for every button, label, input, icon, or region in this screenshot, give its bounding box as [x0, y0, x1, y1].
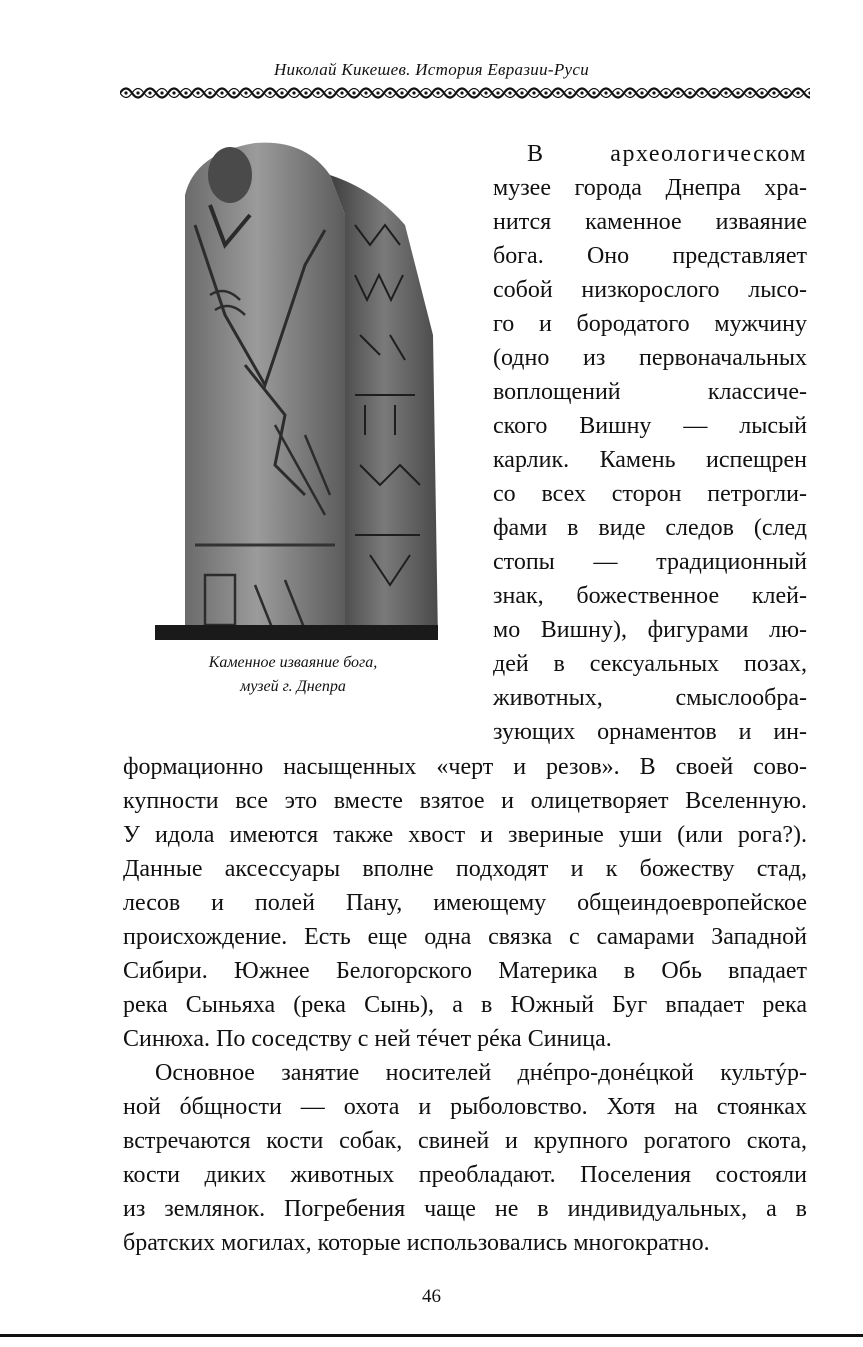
text-line: из землянок. Погребения чаще не в индивидуальных, а в — [123, 1196, 807, 1222]
text-line: знак, божественное клей- — [493, 583, 807, 609]
text-line: Сибири. Южнее Белогорского Материка в Обь впадает — [123, 958, 807, 984]
text-line: лесов и полей Пану, имеющему общеиндоевропейское — [123, 890, 807, 916]
text-line: бога. Оно представляет — [493, 243, 807, 269]
text-line: Основное занятие носителей днéпро-донéцкой культýр- — [155, 1060, 807, 1086]
text-line: В археологическом — [527, 141, 807, 167]
text-line: мо Вишну), фигурами лю- — [493, 617, 807, 643]
text-line: го и бородатого мужчину — [493, 311, 807, 337]
caption-line: музей г. Днепра — [240, 678, 346, 695]
text-line: братских могилах, которые использовались многократно. — [123, 1230, 710, 1256]
text-line: У идола имеются также хвост и звериные уши (или рога?). — [123, 822, 807, 848]
header-ornament — [120, 86, 810, 100]
text-line: кости диких животных преобладают. Поселения состояли — [123, 1162, 807, 1188]
carved-stone-idol-image — [155, 135, 438, 640]
text-line: ского Вишну — лысый — [493, 413, 807, 439]
running-header: Николай Кикешев. История Евразии-Руси — [273, 60, 590, 79]
text-line: музее города Днепра хра- — [493, 175, 807, 201]
text-line: животных, смыслообра- — [493, 685, 807, 711]
text-line: нится каменное изваяние — [493, 209, 807, 235]
bottom-border — [0, 1334, 863, 1337]
text-line: формационно насыщенных «черт и резов». В своей сово- — [123, 754, 807, 780]
page-number: 46 — [422, 1286, 441, 1307]
text-line: со всех сторон петрогли- — [493, 481, 807, 507]
text-line: (одно из первоначальных — [493, 345, 807, 371]
figure-caption — [120, 651, 466, 699]
text-line: воплощений классиче- — [493, 379, 807, 405]
text-line: река Сыньяха (река Сынь), а в Южный Буг впадает река — [123, 992, 807, 1018]
text-line: зующих орнаментов и ин- — [493, 719, 807, 745]
text-line: Данные аксессуары вполне подходят и к божеству стад, — [123, 856, 807, 882]
text-line: купности все это вместе взятое и олицетворяет Вселенную. — [123, 788, 807, 814]
text-line: ной óбщности — охота и рыболовство. Хотя на стоянках — [123, 1094, 807, 1120]
paragraph-1-full-width — [123, 750, 807, 1260]
text-line: стопы — традиционный — [493, 549, 807, 575]
text-line: встречаются кости собак, свиней и крупного рогатого скота, — [123, 1128, 807, 1154]
paragraph-1-narrow-column — [493, 137, 807, 749]
text-line: дей в сексуальных позах, — [493, 651, 807, 677]
text-line: карлик. Камень испещрен — [493, 447, 807, 473]
text-line: фами в виде следов (след — [493, 515, 807, 541]
caption-line: Каменное изваяние бога, — [208, 654, 378, 671]
text-line: Синюха. По соседству с ней тéчет рéка Синица. — [123, 1026, 612, 1052]
text-line: происхождение. Есть еще одна связка с самарами Западной — [123, 924, 807, 950]
text-line: собой низкорослого лысо- — [493, 277, 807, 303]
